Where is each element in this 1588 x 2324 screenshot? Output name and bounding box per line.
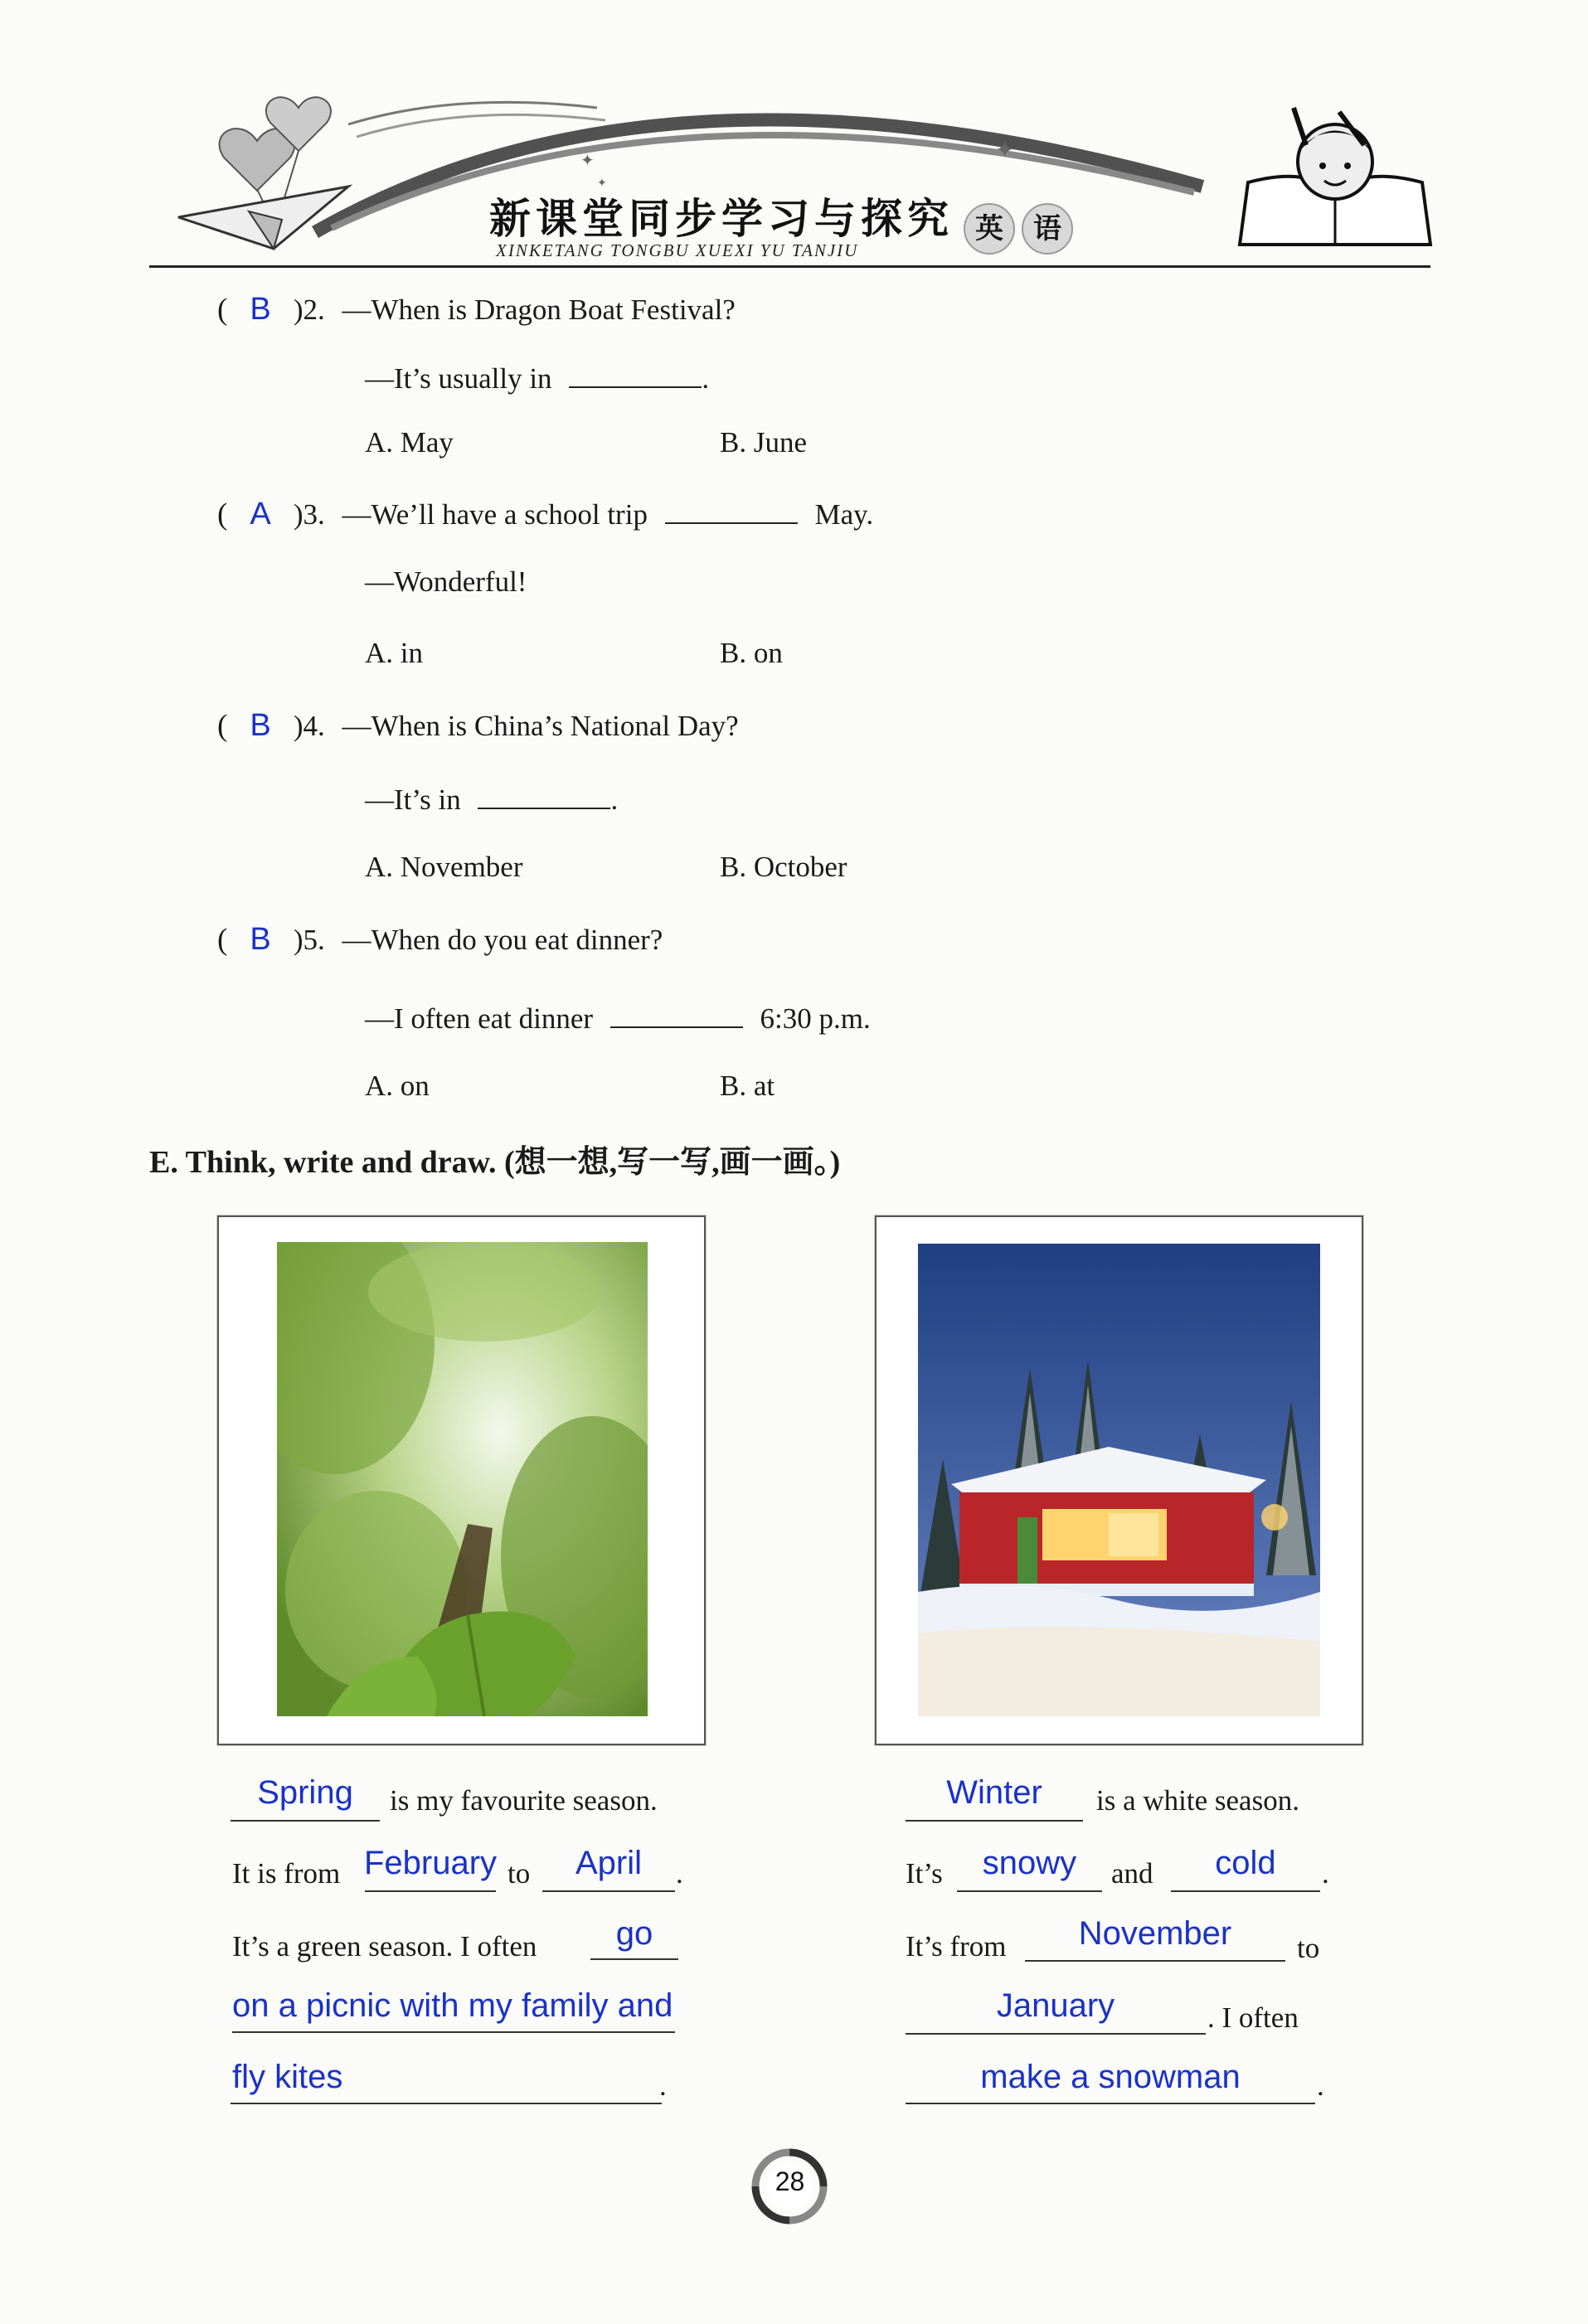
option-b: B. at — [720, 1070, 775, 1102]
svg-text:✦: ✦ — [580, 152, 595, 170]
blank-line — [478, 779, 610, 809]
question-number: )4. — [293, 710, 325, 742]
response-end: 6:30 p.m. — [760, 1002, 871, 1035]
sentence-text: . — [659, 2069, 667, 2102]
answer-weather-2: cold — [1215, 1845, 1276, 1881]
response-text: —I often eat dinner — [365, 1002, 594, 1035]
winter-photo — [918, 1244, 1320, 1716]
page-number: 28 — [775, 2166, 805, 2196]
section-e-title: E. Think, write and draw. (想一想,写一写,画一画。) — [149, 1145, 841, 1180]
sentence-text: It is from — [232, 1857, 341, 1890]
question-text: —When is Dragon Boat Festival? — [342, 294, 736, 326]
response-4 — [365, 779, 618, 817]
paren-open: ( — [217, 709, 228, 743]
paren-open: ( — [217, 923, 228, 957]
sentence-text: . — [676, 1857, 683, 1890]
header-title: 新课堂同步学习与探究 — [489, 194, 954, 243]
response-end: . — [610, 784, 619, 816]
header-divider — [149, 265, 1430, 268]
sentence-text: It’s a green season. I often — [232, 1930, 537, 1963]
sentence-text: . — [1322, 1857, 1329, 1890]
subject-badge-2: 语 — [1022, 203, 1073, 255]
response-text: —It’s usually in — [365, 362, 552, 395]
paren-open: ( — [217, 293, 228, 327]
option-a: A. on — [365, 1070, 430, 1102]
answer-activity-3: fly kites — [232, 2059, 343, 2095]
question-3 — [217, 494, 873, 532]
blank-line — [610, 998, 743, 1028]
header-pinyin: XINKETANG TONGBU XUEXI YU TANJIU — [496, 240, 859, 260]
question-text: —We’ll have a school trip — [342, 498, 648, 531]
question-4 — [217, 708, 739, 744]
answer-start-month: November — [1078, 1915, 1232, 1952]
option-a: A. November — [365, 851, 523, 883]
spring-photo-frame — [217, 1215, 706, 1745]
response-5 — [365, 998, 871, 1036]
sentence-text: is a white season. — [1096, 1784, 1299, 1817]
question-text: —When do you eat dinner? — [342, 924, 663, 956]
answer-letter: B — [250, 292, 271, 327]
response-text: —It’s in — [365, 784, 461, 816]
svg-text:✦: ✦ — [995, 138, 1015, 163]
response-end: . — [702, 362, 710, 395]
option-b: B. on — [720, 637, 783, 669]
sentence-text: to — [1297, 1932, 1320, 1964]
svg-text:✦: ✦ — [597, 177, 607, 190]
option-a: A. in — [365, 637, 423, 669]
answer-weather-1: snowy — [982, 1845, 1077, 1881]
response-2 — [365, 358, 709, 395]
answer-activity-2: on a picnic with my family and — [232, 1987, 673, 2024]
sentence-text: and — [1111, 1857, 1153, 1890]
response-3: —Wonderful! — [365, 565, 527, 598]
sentence-text: to — [507, 1857, 531, 1890]
answer-favourite-season: Spring — [257, 1774, 353, 1811]
answer-end-month: January — [996, 1987, 1115, 2024]
answer-activity: make a snowman — [980, 2059, 1241, 2095]
sentence-text: . I often — [1207, 2001, 1299, 2034]
question-number: )5. — [293, 924, 325, 956]
answer-end-month: April — [575, 1845, 643, 1881]
paren-open: ( — [217, 497, 228, 531]
option-b: B. June — [720, 426, 807, 458]
question-text: —When is China’s National Day? — [342, 710, 739, 742]
question-5 — [217, 922, 663, 958]
option-b: B. October — [720, 851, 847, 883]
sentence-text: . — [1317, 2069, 1324, 2102]
sentence-text: is my favourite season. — [390, 1784, 658, 1817]
answer-season: Winter — [946, 1774, 1042, 1811]
option-a: A. May — [365, 426, 454, 458]
winter-photo-frame — [875, 1215, 1363, 1745]
sentence-text: It’s from — [906, 1930, 1007, 1963]
sentence-text: It’s — [906, 1857, 943, 1890]
page-header — [0, 0, 1588, 274]
answer-start-month: February — [363, 1845, 498, 1881]
blank-line — [569, 358, 702, 388]
answer-letter: B — [250, 708, 271, 743]
answer-letter: B — [250, 922, 271, 957]
answer-activity-1: go — [615, 1915, 653, 1952]
answer-letter: A — [250, 497, 271, 531]
spring-photo — [277, 1242, 648, 1716]
question-2 — [217, 292, 736, 327]
subject-badge-1: 英 — [964, 203, 1015, 255]
question-number: )3. — [293, 498, 325, 531]
question-end: May. — [814, 498, 874, 531]
blank-line — [665, 494, 798, 524]
question-number: )2. — [293, 294, 325, 326]
